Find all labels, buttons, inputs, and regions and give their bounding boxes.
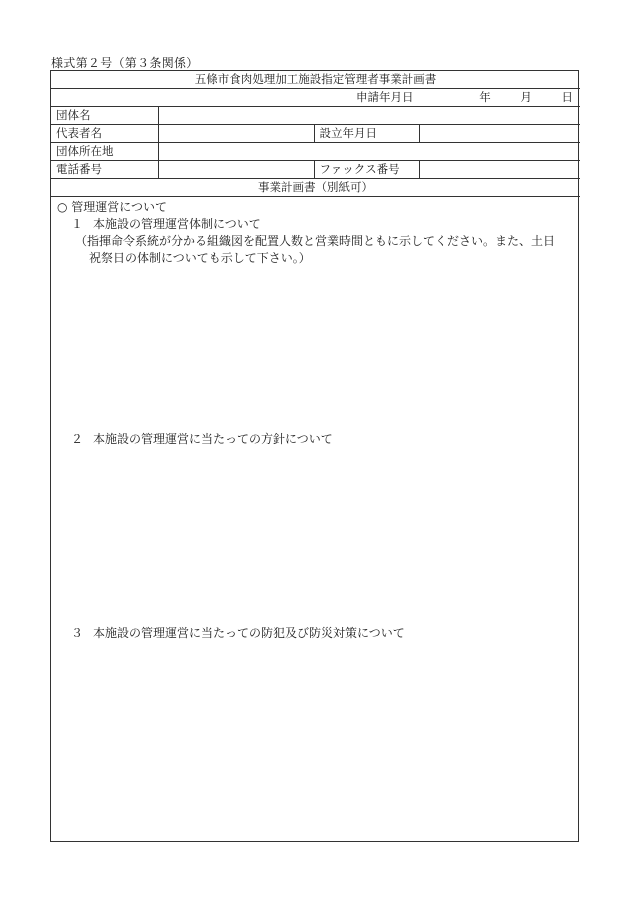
- org-name-field[interactable]: [158, 107, 580, 125]
- form-number-label: 様式第２号（第３条関係）: [51, 56, 199, 70]
- item-text: 本施設の管理運営体制について: [93, 217, 261, 231]
- item-1-note: [75, 233, 569, 267]
- org-name-label: 団体名: [51, 107, 158, 125]
- intro-line: ○ 管理運営について: [57, 200, 168, 214]
- address-field[interactable]: [158, 143, 580, 161]
- item-number: ３: [71, 626, 84, 640]
- item-2: [71, 431, 333, 448]
- established-date-field[interactable]: [419, 125, 580, 143]
- date-day: 日: [561, 90, 573, 104]
- item-text: 本施設の管理運営に当たっての防犯及び防災対策について: [93, 626, 405, 640]
- note-line-2: 祝祭日の体制についても示して下さい。）: [89, 251, 311, 265]
- application-date-row: [51, 89, 580, 107]
- item-number: ２: [71, 432, 84, 446]
- item-number: １: [71, 217, 84, 231]
- representative-label: 代表者名: [51, 125, 158, 143]
- date-year: 年: [479, 90, 491, 104]
- form-title: 五條市食肉処理加工施設指定管理者事業計画書: [51, 71, 580, 89]
- fax-label: ファックス番号: [314, 161, 419, 179]
- date-month: 月: [520, 90, 532, 104]
- address-label: 団体所在地: [51, 143, 158, 161]
- representative-field[interactable]: [158, 125, 314, 143]
- item-1: [71, 216, 261, 233]
- section-heading: 事業計画書（別紙可）: [51, 179, 580, 197]
- phone-label: 電話番号: [51, 161, 158, 179]
- established-date-label: 設立年月日: [314, 125, 419, 143]
- plan-form: [50, 70, 579, 842]
- item-3: [71, 625, 405, 642]
- application-date-label: 申請年月日: [356, 90, 414, 104]
- note-line-1: （指揮命令系統が分かる組織図を配置人数と営業時間ともに示してください。また、土日: [75, 234, 556, 248]
- phone-field[interactable]: [158, 161, 314, 179]
- fax-field[interactable]: [419, 161, 580, 179]
- header-table: [51, 71, 580, 197]
- item-text: 本施設の管理運営に当たっての方針について: [93, 432, 333, 446]
